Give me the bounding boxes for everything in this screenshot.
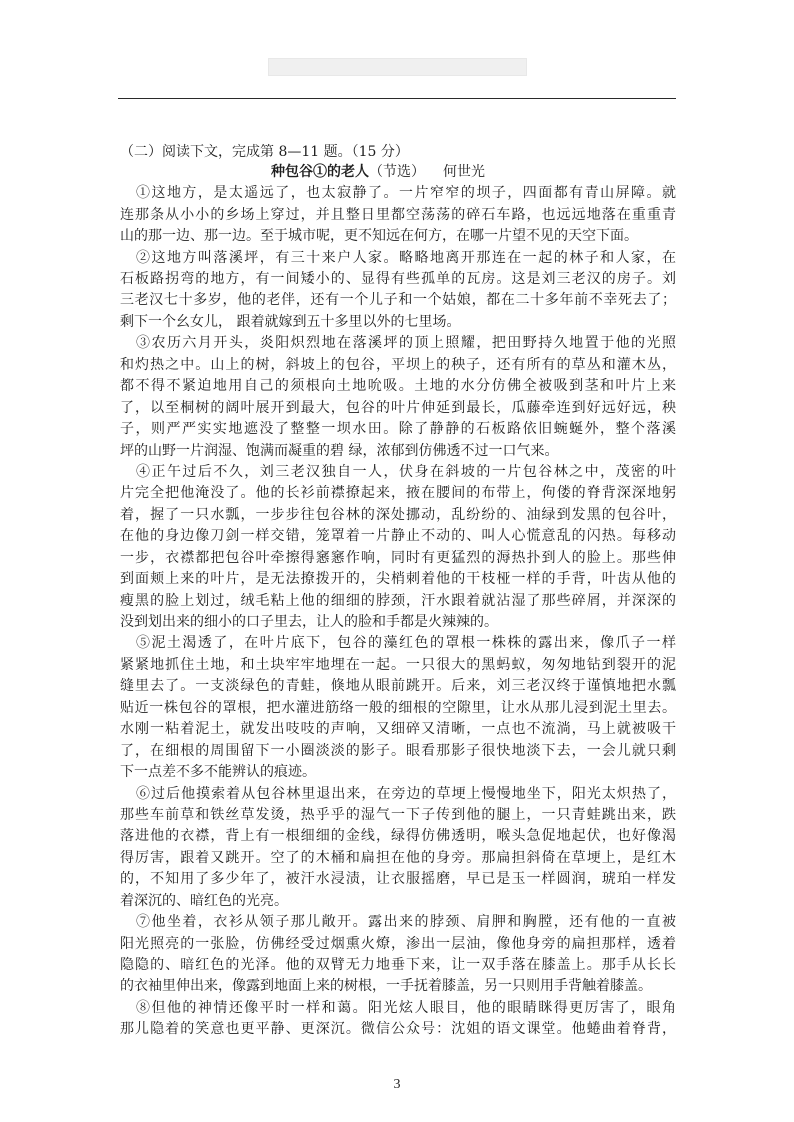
article-author: 何世光 bbox=[443, 164, 485, 180]
paragraph-line: 片完全把他淹没了。他的长衫前襟撩起来，掖在腰间的布带上，佝偻的脊背深深地躬 bbox=[120, 485, 676, 502]
paragraph-3 bbox=[120, 333, 676, 462]
paragraph-line: 到面颊上来的叶片，是无法撩拨开的，尖梢刺着他的干枝桠一样的手背，叶齿从他的 bbox=[120, 571, 676, 588]
paragraph-line: 连那条从小小的乡场上穿过，并且整日里都空荡荡的碎石车路，也远远地落在重重青 bbox=[120, 206, 676, 223]
paragraph-4 bbox=[120, 462, 676, 634]
paragraph-7 bbox=[120, 912, 676, 998]
paragraph-line: 下一点差不多不能辨认的痕迹。 bbox=[120, 764, 316, 781]
paragraph-line: 隐隐的、暗红色的光泽。他的双臂无力地垂下来，让一双手落在膝盖上。那手从长长 bbox=[120, 957, 676, 974]
paragraph-line: ⑥过后他摸索着从包谷林里退出来，在旁边的草埂上慢慢地坐下，阳光太炽热了， bbox=[136, 785, 676, 802]
paragraph-line: 一步，衣襟都把包谷叶牵擦得窸窸作响，同时有更猛烈的溽热扑到人的脸上。那些伸 bbox=[120, 549, 676, 566]
article-title bbox=[271, 162, 425, 183]
paragraph-line: 得厉害，跟着又跳开。空了的木桶和扁担在他的身旁。那扁担斜倚在草埂上，是红木 bbox=[120, 849, 676, 866]
paragraph-line: 那些车前草和铁丝草发烫，热乎乎的湿气一下子传到他的腿上，一只青蛙跳出来，跌 bbox=[120, 806, 676, 823]
paragraph-line: 着，握了一只水瓢，一步步往包谷林的深处挪动，乱纷纷的、油绿到发黑的包谷叶， bbox=[120, 506, 676, 523]
paragraph-1 bbox=[120, 183, 676, 247]
paragraph-line: 剩下一个幺女儿， 跟着就嫁到五十多里以外的七里场。 bbox=[120, 313, 461, 330]
article-title-row bbox=[0, 162, 794, 183]
paragraph-line: 着深沉的、暗红色的光亮。 bbox=[120, 892, 288, 909]
paragraph-line: 瘦黑的脸上划过，绒毛粘上他的细细的脖颈，汗水跟着就沾湿了那些碎屑，并深深的 bbox=[120, 592, 676, 609]
header-rule bbox=[118, 98, 676, 99]
paragraph-8 bbox=[120, 998, 676, 1041]
paragraph-line: ④正午过后不久，刘三老汉独自一人，伏身在斜坡的一片包谷林之中，茂密的叶 bbox=[136, 463, 676, 480]
paragraph-line: 紧紧地抓住土地，和土块牢牢地埋在一起。一只很大的黑蚂蚁，匆匆地钻到裂开的泥 bbox=[120, 656, 676, 673]
paragraph-line: 都不得不紧迫地用自己的须根向土地吮吸。土地的水分仿佛全被吸到茎和叶片上来 bbox=[120, 378, 676, 395]
page-number: 3 bbox=[393, 1077, 401, 1092]
paragraph-line: 三老汉七十多岁，他的老伴，还有一个儿子和一个姑娘，都在二十多年前不幸死去了； bbox=[120, 292, 676, 309]
article-title-note: （节选） bbox=[369, 164, 425, 180]
paragraph-line: 石板路拐弯的地方，有一间矮小的、显得有些孤单的瓦房。这是刘三老汉的房子。刘 bbox=[120, 271, 676, 288]
paragraph-line: 水刚一粘着泥土，就发出吱吱的声响，又细碎又清晰，一点也不流淌，马上就被吸干 bbox=[120, 721, 676, 738]
paragraph-line: ⑧但他的神情还像平时一样和蔼。阳光炫人眼目，他的眼睛眯得更厉害了，眼角 bbox=[136, 999, 676, 1016]
paragraph-line: 的，不知用了多少年了，被汗水浸渍，让衣服摇磨，早已是玉一样圆润，琥珀一样发 bbox=[120, 871, 676, 888]
paragraph-2 bbox=[120, 248, 676, 334]
article-title-main: 种包谷①的老人 bbox=[271, 164, 369, 180]
paragraph-line: ⑦他坐着，衣衫从领子那儿敞开。露出来的脖颈、肩胛和胸膛，还有他的一直被 bbox=[136, 914, 676, 931]
paragraph-6 bbox=[120, 784, 676, 913]
paragraph-line: 坪的山野一片润湿、饱满而凝重的碧 绿，浓郁到仿佛透不过一口气来。 bbox=[120, 442, 559, 459]
paragraph-line: ⑤泥土渴透了，在叶片底下，包谷的藻红色的罩根一株株的露出来，像爪子一样 bbox=[136, 635, 676, 652]
paragraph-line: ③农历六月开头，炎阳炽烈地在落溪坪的顶上照耀，把田野持久地置于他的光照 bbox=[136, 335, 676, 352]
paragraph-line: 落进他的衣襟，背上有一根细细的金线，绿得仿佛透明，喉头急促地起伏，也好像渴 bbox=[120, 828, 676, 845]
paragraph-line: 没到划出来的细小的口子里去，让人的脸和手都是火辣辣的。 bbox=[120, 614, 498, 631]
paragraph-line: 了，在细根的周围留下一小圈淡淡的影子。眼看那影子很快地淡下去，一会儿就只剩 bbox=[120, 742, 676, 759]
paragraph-line: 阳光照亮的一张脸，仿佛经受过烟熏火燎，渗出一层油，像他身旁的扁担那样，透着 bbox=[120, 935, 676, 952]
paragraph-line: 缝里去了。一支淡绿色的青蛙，倏地从眼前跳开。后来，刘三老汉终于谨慎地把水瓢 bbox=[120, 678, 676, 695]
question-intro: （二）阅读下文，完成第 8—11 题。（15 分） bbox=[120, 144, 409, 160]
paragraph-line: ②这地方叫落溪坪，有三十来户人家。略略地离开那连在一起的林子和人家，在 bbox=[136, 249, 676, 266]
header-watermark-box bbox=[268, 58, 527, 76]
paragraph-line: 了，以至桐树的阔叶展开到最大，包谷的叶片伸延到最长，瓜藤牵连到好远好远，秧 bbox=[120, 399, 676, 416]
paragraph-line: ①这地方，是太遥远了，也太寂静了。一片窄窄的坝子，四面都有青山屏障。就 bbox=[136, 185, 676, 202]
paragraph-line: 子，则严严实实地遮没了整整一坝水田。除了静静的石板路依旧蜿蜒外，整个落溪 bbox=[120, 421, 676, 438]
paragraph-5 bbox=[120, 633, 676, 783]
article-body bbox=[120, 183, 676, 1041]
paragraph-line: 山的那一边、那一边。至于城市呢，更不知远在何方，在哪一片望不见的天空下面。 bbox=[120, 228, 638, 245]
paragraph-line: 贴近一株包谷的罩根，把水灌进筋络一般的细根的空隙里，让水从那儿浸到泥土里去。 bbox=[120, 699, 676, 716]
paragraph-line: 的衣袖里伸出来，像露到地面上来的树根，一手抚着膝盖，另一只则用手背触着膝盖。 bbox=[120, 978, 652, 995]
paragraph-line: 和灼热之中。山上的树，斜坡上的包谷，平坝上的秧子，还有所有的草丛和灌木丛， bbox=[120, 356, 676, 373]
paragraph-line: 那儿隐着的笑意也更平静、更深沉。微信公众号：沈姐的语文课堂。他蜷曲着脊背， bbox=[120, 1021, 676, 1038]
paragraph-line: 在他的身边像刀剑一样交错，笼罩着一片静止不动的、叫人心慌意乱的闪热。每移动 bbox=[120, 528, 676, 545]
